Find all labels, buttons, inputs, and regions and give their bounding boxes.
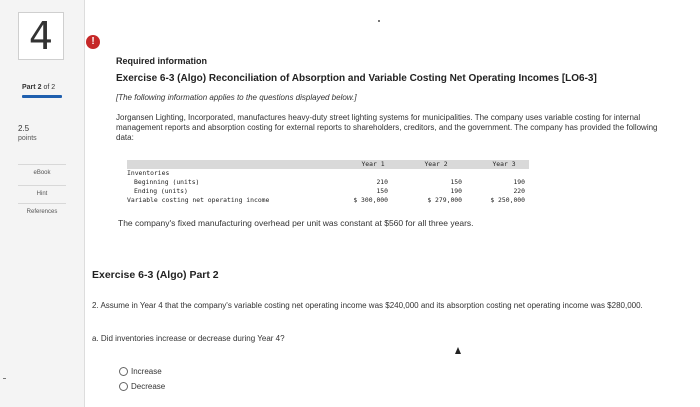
table-cell: 190 bbox=[450, 187, 462, 195]
table-section-label: Inventories bbox=[127, 169, 170, 177]
references-button[interactable]: References bbox=[18, 203, 66, 220]
table-cell: $ 279,000 bbox=[427, 196, 462, 204]
mouse-cursor-icon bbox=[455, 347, 461, 354]
alert-icon: ! bbox=[86, 35, 100, 49]
part-indicator bbox=[22, 84, 55, 91]
table-cell: $ 250,000 bbox=[490, 196, 525, 204]
part-progress-bar bbox=[22, 95, 62, 98]
part2-title: Exercise 6-3 (Algo) Part 2 bbox=[92, 269, 219, 281]
table-header-row bbox=[127, 160, 529, 169]
table-cell: 210 bbox=[376, 178, 388, 186]
exercise-paragraph: Jorgansen Lighting, Incorporated, manufactures heavy-duty street lighting systems for municipalities. The company uses variable costing for internal management reports and absorption costing for external reports to shareholders, creditors, and the government. The company has provided the following data: bbox=[116, 113, 658, 142]
part2-sub-question: a. Did inventories increase or decrease during Year 4? bbox=[92, 334, 285, 343]
table-row bbox=[127, 187, 529, 196]
table-row bbox=[127, 196, 529, 205]
exercise-note: [The following information applies to the questions displayed below.] bbox=[116, 93, 357, 102]
table-section-row bbox=[127, 169, 529, 178]
table-cell: 150 bbox=[376, 187, 388, 195]
part2-question: 2. Assume in Year 4 that the company's variable costing net operating income was $240,000 and its absorption costing net operating income was $280,000. bbox=[92, 301, 643, 310]
option-increase[interactable] bbox=[119, 367, 162, 376]
option-decrease-label[interactable]: Decrease bbox=[131, 382, 166, 391]
edge-mark bbox=[3, 378, 6, 379]
table-header-year-3: Year 3 bbox=[492, 160, 516, 168]
question-number: 4 bbox=[18, 12, 64, 60]
part-current: 2 bbox=[37, 84, 42, 91]
exercise-title: Exercise 6-3 (Algo) Reconciliation of Absorption and Variable Costing Net Operating Incomes [LO6-3] bbox=[116, 73, 597, 84]
option-decrease[interactable] bbox=[119, 382, 165, 391]
sidebar bbox=[0, 0, 85, 407]
radio-increase[interactable] bbox=[119, 367, 128, 376]
part-of: of 2 bbox=[43, 84, 56, 91]
decorative-dot bbox=[378, 20, 380, 22]
ebook-button[interactable]: eBook bbox=[18, 164, 66, 181]
table-cell: $ 300,000 bbox=[353, 196, 388, 204]
fixed-overhead-text: The company's fixed manufacturing overhead per unit was constant at $560 for all three years. bbox=[118, 218, 474, 228]
points-label: points bbox=[18, 135, 37, 142]
data-table bbox=[127, 160, 529, 205]
table-row bbox=[127, 178, 529, 187]
table-row-label: Beginning (units) bbox=[134, 178, 200, 186]
option-increase-label[interactable]: Increase bbox=[131, 367, 162, 376]
required-info-heading: Required information bbox=[116, 56, 208, 66]
table-cell: 150 bbox=[450, 178, 462, 186]
table-cell: 190 bbox=[513, 178, 525, 186]
table-cell: 220 bbox=[513, 187, 525, 195]
part-prefix: Part bbox=[22, 84, 36, 91]
points-value: 2.5 bbox=[18, 124, 30, 133]
table-row-label: Ending (units) bbox=[134, 187, 188, 195]
table-row-label: Variable costing net operating income bbox=[127, 196, 270, 204]
table-header-year-2: Year 2 bbox=[424, 160, 448, 168]
table-header-year-1: Year 1 bbox=[361, 160, 385, 168]
radio-decrease[interactable] bbox=[119, 382, 128, 391]
hint-button[interactable]: Hint bbox=[18, 185, 66, 202]
